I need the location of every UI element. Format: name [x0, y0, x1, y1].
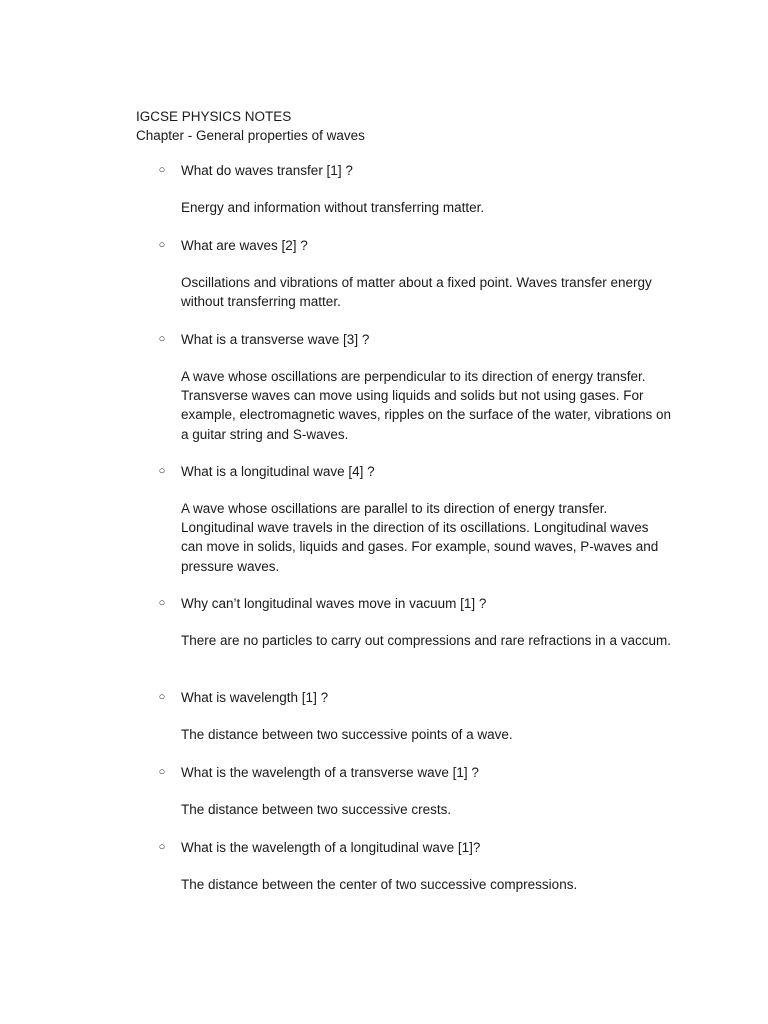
question-text: What is the wavelength of a longitudinal wave [1]? — [181, 840, 481, 855]
document-title: IGCSE PHYSICS NOTES — [136, 109, 292, 124]
answer-text: There are no particles to carry out compressions and rare refractions in a vaccum. — [181, 633, 671, 648]
answer-text: The distance between two successive crests. — [181, 802, 452, 817]
bullet-circle-icon: ○ — [158, 465, 166, 477]
bullet-circle-icon: ○ — [158, 766, 166, 778]
answer-text: The distance between the center of two successive compressions. — [181, 877, 578, 892]
bullet-circle-icon: ○ — [158, 239, 166, 251]
bullet-circle-icon: ○ — [158, 597, 166, 609]
answer-text: The distance between two successive points of a wave. — [181, 727, 513, 742]
question-text: What do waves transfer [1] ? — [181, 163, 353, 178]
question-text: What is a longitudinal wave [4] ? — [181, 464, 375, 479]
bullet-circle-icon: ○ — [158, 333, 166, 345]
question-text: What is wavelength [1] ? — [181, 690, 329, 705]
answer-text: Oscillations and vibrations of matter about a fixed point. Waves transfer energy without transferring matter. — [181, 275, 652, 310]
question-text: Why can’t longitudinal waves move in vacuum [1] ? — [181, 596, 487, 611]
answer-text: Energy and information without transferring matter. — [181, 200, 485, 215]
bullet-circle-icon: ○ — [158, 841, 166, 853]
answer-text: A wave whose oscillations are parallel to its direction of energy transfer. Longitudinal wave travels in the direction of its oscillations. Longitudinal waves can move in solids, liquids and gases. For example, sound waves, P-waves and pressure waves. — [181, 501, 659, 574]
chapter-subtitle: Chapter - General properties of waves — [136, 128, 365, 143]
bullet-circle-icon: ○ — [158, 691, 166, 703]
question-text: What is the wavelength of a transverse wave [1] ? — [181, 765, 479, 780]
question-text: What are waves [2] ? — [181, 238, 308, 253]
answer-text: A wave whose oscillations are perpendicular to its direction of energy transfer. Transverse waves can move using liquids and solids but not using gases. For example, electromagnetic waves, ripples on the surface of the water, vibrations on a guitar string and S-waves. — [181, 369, 672, 442]
bullet-circle-icon: ○ — [158, 164, 166, 176]
question-text: What is a transverse wave [3] ? — [181, 332, 370, 347]
